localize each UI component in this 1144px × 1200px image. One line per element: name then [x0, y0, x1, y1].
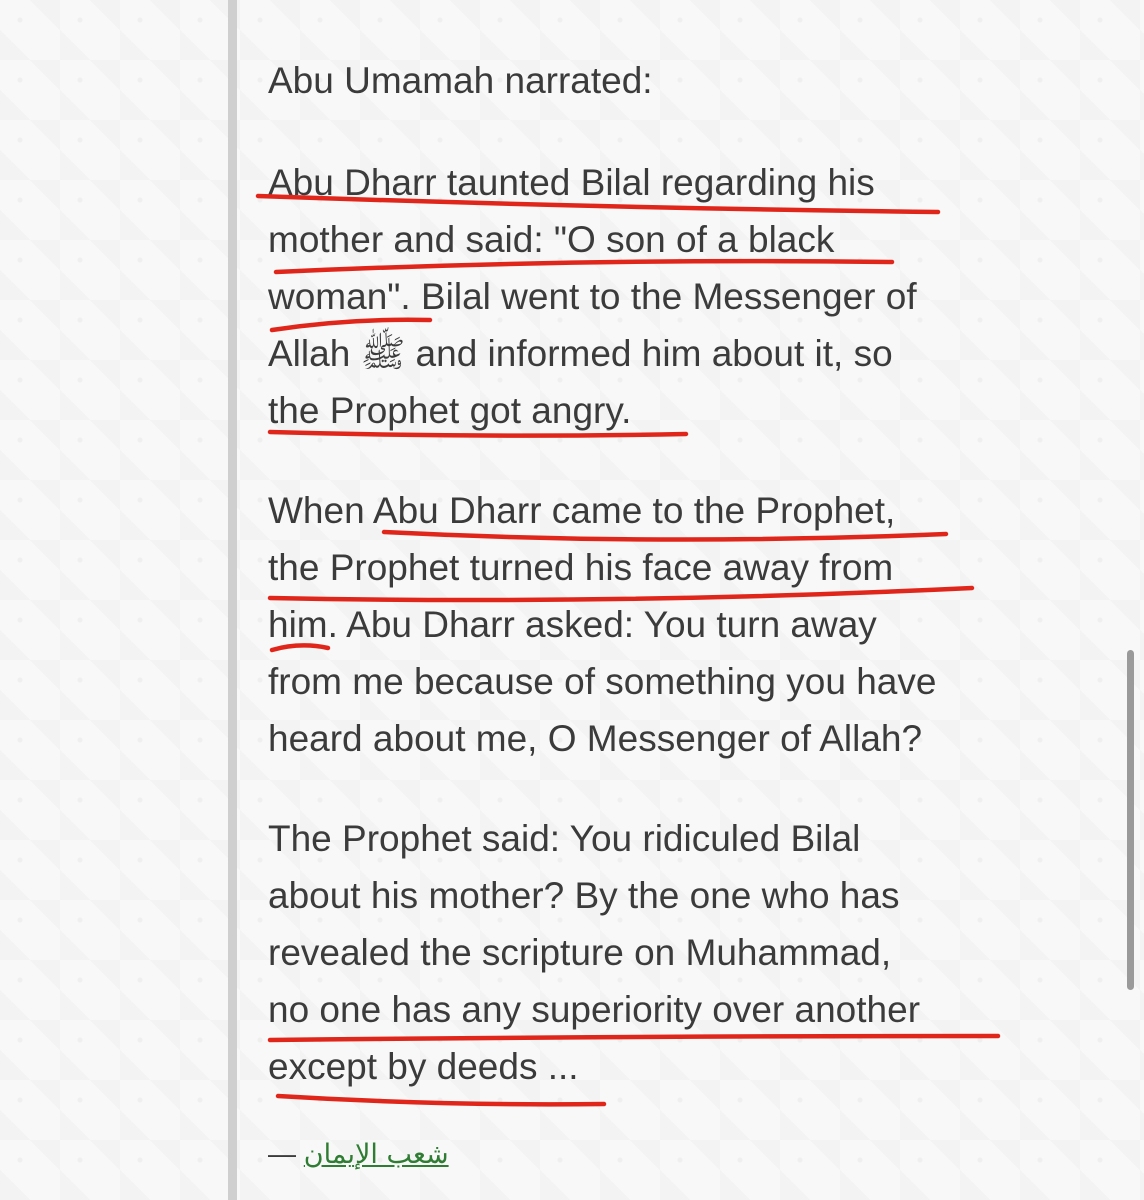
blockquote-bar: [228, 0, 237, 1200]
paragraph3-line-2: about his mother? By the one who has: [268, 875, 900, 916]
paragraph1-line-3: woman". Bilal went to the Messenger of: [268, 276, 917, 317]
paragraph2-line-2: the Prophet turned his face away from: [268, 547, 894, 588]
paragraph3-line-1: The Prophet said: You ridiculed Bilal: [268, 818, 861, 859]
source-dash: —: [268, 1138, 304, 1169]
paragraph1-line-2: mother and said: "O son of a black: [268, 219, 835, 260]
paragraph2-line-5: heard about me, O Messenger of Allah?: [268, 718, 923, 759]
source-citation: [268, 1134, 449, 1175]
paragraph3-line-5: except by deeds ...: [268, 1046, 579, 1087]
paragraph2-line-3: him. Abu Dharr asked: You turn away: [268, 604, 877, 645]
narration-header: Abu Umamah narrated:: [268, 60, 653, 101]
paragraph1-line-5: the Prophet got angry.: [268, 390, 632, 431]
paragraph3-line-4: no one has any superiority over another: [268, 989, 921, 1030]
paragraph3-line-3: revealed the scripture on Muhammad,: [268, 932, 892, 973]
scrollbar[interactable]: [1127, 650, 1134, 990]
paragraph1-line-1: Abu Dharr taunted Bilal regarding his: [268, 162, 875, 203]
paragraph2-line-4: from me because of something you have: [268, 661, 937, 702]
source-link[interactable]: شعب الإيمان: [303, 1139, 449, 1170]
paragraph2-line-1: When Abu Dharr came to the Prophet,: [268, 490, 896, 531]
paragraph1-line-4: Allah ﷺ and informed him about it, so: [268, 333, 893, 374]
